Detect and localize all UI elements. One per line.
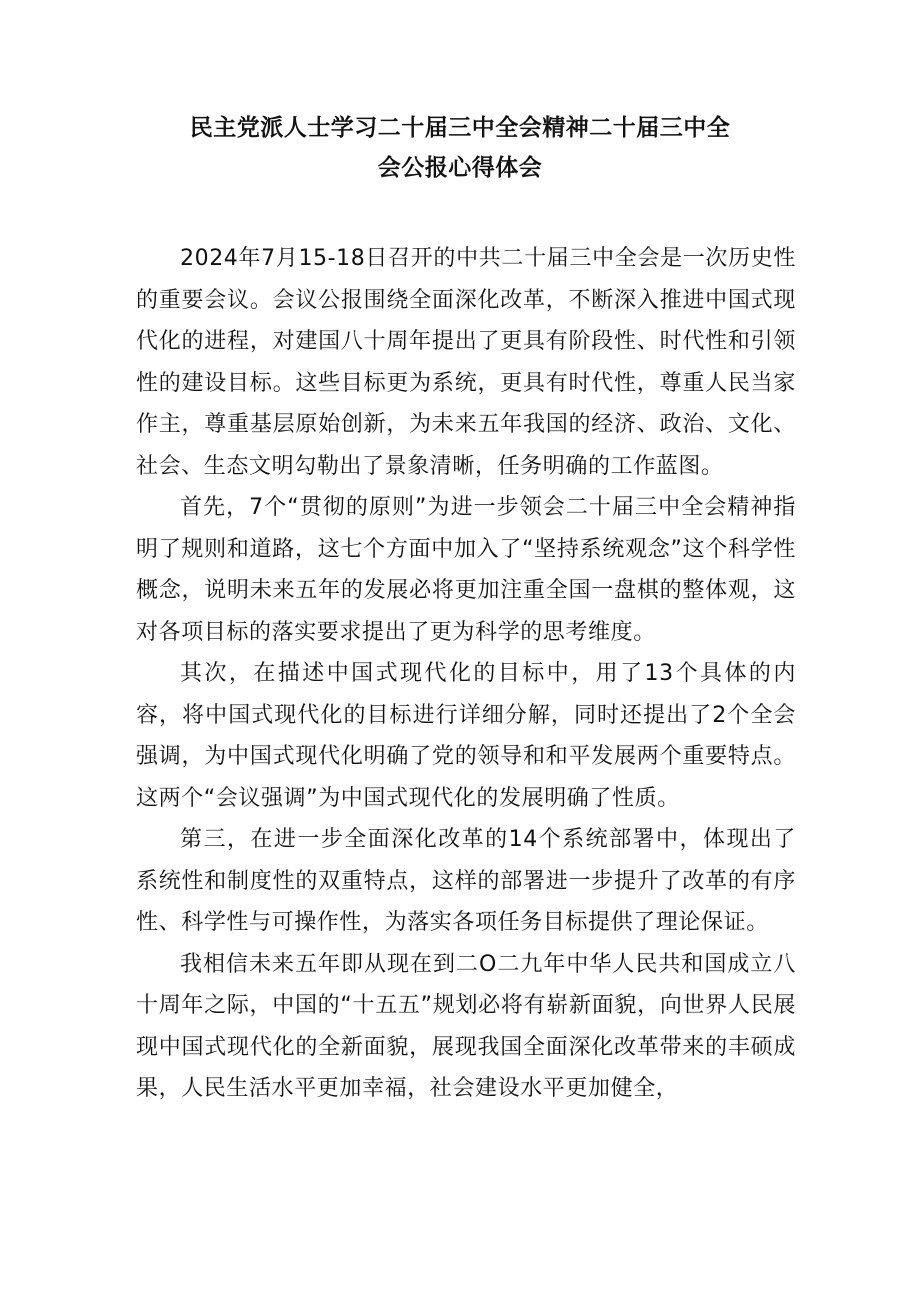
paragraph-4: 第三，在进一步全面深化改革的14个系统部署中，体现出了系统性和制度性的双重特点，这样的部署进一步提升了改革的有序性、科学性与可操作性，为落实各项任务目标提供了理论保证。 [136,827,796,935]
paragraph-3: 其次，在描述中国式现代化的目标中，用了13个具体的内容，将中国式现代化的目标进行详细分解，同时还提出了2个全会强调，为中国式现代化明确了党的领导和和平发展两个重要特点。这两个“会议强调”为中国式现代化的发展明确了性质。 [136,661,796,811]
paragraph-2: 首先，7个“贯彻的原则”为进一步领会二十届三中全会精神指明了规则和道路，这七个方面中加入了“坚持系统观念”这个科学性概念，说明未来五年的发展必将更加注重全国一盘棋的整体观，这对各项目标的落实要求提出了更为科学的思考维度。 [136,495,796,645]
paragraph-1: 2024年7月15-18日召开的中共二十届三中全会是一次历史性的重要会议。会议公报围绕全面深化改革，不断深入推进中国式现代化的进程，对建国八十周年提出了更具有阶段性、时代性和引领性的建设目标。这些目标更为系统，更具有时代性，尊重人民当家作主，尊重基层原始创新，为未来五年我国的经济、政治、文化、社会、生态文明勾勒出了景象清晰，任务明确的工作蓝图。 [136,246,796,479]
title-line-2: 会公报心得体会 [377,155,543,181]
title-line-1: 民主党派人士学习二十届三中全会精神二十届三中全 [189,115,731,141]
paragraph-5: 我相信未来五年即从现在到二O二九年中华人民共和国成立八十周年之际，中国的“十五五”规划必将有崭新面貌，向世界人民展现中国式现代化的全新面貌，展现我国全面深化改革带来的丰硕成果，人民生活水平更加幸福，社会建设水平更加健全， [136,951,796,1101]
document-body [136,238,796,1110]
document-title [0,108,920,188]
